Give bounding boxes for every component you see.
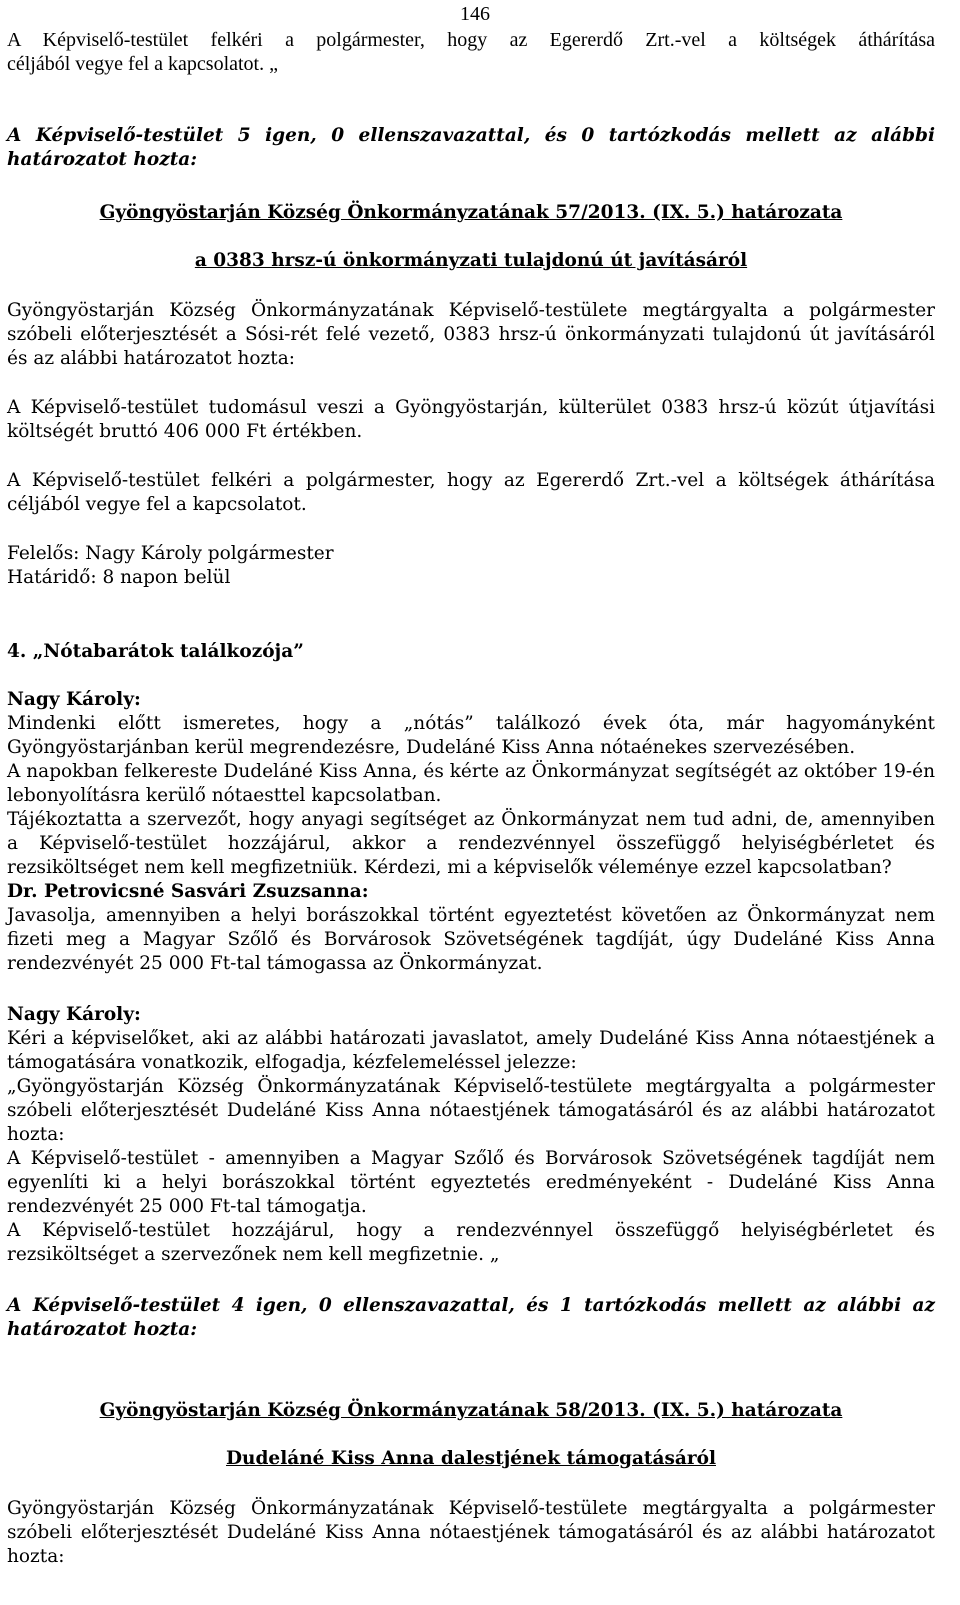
text-line: „Gyöngyöstarján Község Önkormányzatának Képviselő-testülete megtárgyalta a polgármester (7, 1076, 935, 1097)
resolution-58-subject: Dudeláné Kiss Anna dalestjének támogatásáról (226, 1448, 716, 1469)
speaker-3-statement (7, 1027, 935, 1075)
text-line: és az alábbi határozatot hozta: (7, 348, 295, 369)
text-line: A Képviselő-testület felkéri a polgármester, hogy az Egererdő Zrt.-vel a költségek áthárítása (7, 29, 935, 51)
text-line: Tájékoztatta a szervezőt, hogy anyagi segítséget az Önkormányzat nem tud adni, de, amennyiben (7, 809, 935, 830)
text-line: A Képviselő-testület hozzájárul, hogy a rendezvénnyel összefüggő helyiségbérletet és (7, 1220, 935, 1241)
speaker-name: Nagy Károly: (7, 1004, 141, 1025)
resolution-57-point-2 (7, 469, 935, 517)
proposed-resolution-body-2 (7, 1219, 935, 1267)
text-line: Gyöngyöstarján Község Önkormányzatának Képviselő-testülete megtárgyalta a polgármester (7, 300, 935, 321)
text-line: hozta: (7, 1124, 65, 1145)
intro-paragraph (7, 28, 935, 76)
text-line: fizeti meg a Magyar Szőlő és Borvárosok Szövetségének tagdíját, úgy Dudeláné Kiss Anna (7, 929, 935, 950)
resolution-57-point-1 (7, 396, 935, 444)
resolution-57-title: Gyöngyöstarján Község Önkormányzatának 57/2013. (IX. 5.) határozata (99, 202, 843, 223)
text-line: határozatot hozta: (7, 149, 198, 170)
text-line: szóbeli előterjesztését Dudeláné Kiss Anna nótaestjének támogatásáról és az alábbi határozatot (7, 1100, 935, 1121)
text-line: A Képviselő-testület felkéri a polgármester, hogy az Egererdő Zrt.-vel a költségek áthárítása (7, 470, 935, 491)
text-line: Gyöngyöstarjánban kerül megrendezésre, Dudeláné Kiss Anna nótaénekes szervezésében. (7, 737, 856, 758)
proposed-resolution-body (7, 1147, 935, 1219)
text-line: Mindenki előtt ismeretes, hogy a „nótás” találkozó évek óta, már hagyományként (7, 713, 935, 734)
text-line: szóbeli előterjesztését a Sósi-rét felé vezető, 0383 hrsz-ú önkormányzati tulajdonú út javításáról (7, 324, 935, 345)
text-line: lebonyolításra kerülő nótaesttel kapcsolatban. (7, 785, 442, 806)
text-line: A Képviselő-testület 5 igen, 0 ellenszavazattal, és 0 tartózkodás mellett az alábbi (7, 125, 935, 146)
resolution-58-intro (7, 1497, 935, 1569)
text-line: A napokban felkereste Dudeláné Kiss Anna, és kérte az Önkormányzat segítségét az október 19-én (7, 761, 935, 782)
vote-statement-2 (7, 1294, 935, 1342)
text-line: hozta: (7, 1546, 65, 1567)
speaker-1-statement (7, 712, 935, 760)
text-line: A Képviselő-testület 4 igen, 0 ellenszavazattal, és 1 tartózkodás mellett az alábbi az (7, 1295, 935, 1316)
text-line: rendezvényét 25 000 Ft-tal támogassa az Önkormányzat. (7, 953, 543, 974)
text-line: céljából vegye fel a kapcsolatot. „ (7, 53, 278, 75)
speaker-1-statement-2 (7, 760, 935, 808)
text-line: határozatot hozta: (7, 1319, 198, 1340)
resolution-57-intro (7, 299, 935, 371)
text-line: rezsiköltséget a szervezőnek nem kell megfizetnie. „ (7, 1244, 500, 1265)
text-line: Gyöngyöstarján Község Önkormányzatának Képviselő-testülete megtárgyalta a polgármester (7, 1498, 935, 1519)
speaker-name: Nagy Károly: (7, 689, 141, 710)
text-line: A Képviselő-testület - amennyiben a Magyar Szőlő és Borvárosok Szövetségének tagdíját nem (7, 1148, 935, 1169)
text-line: rezsiköltséget nem kell megfizetniük. Kérdezi, mi a képviselők véleménye ezzel kapcsolatban? (7, 857, 892, 878)
speaker-1-statement-3 (7, 808, 935, 880)
page-number: 146 (460, 3, 490, 25)
speaker-name: Dr. Petrovicsné Sasvári Zsuzsanna: (7, 881, 369, 902)
text-line: szóbeli előterjesztését Dudeláné Kiss Anna nótaestjének támogatásáról és az alábbi határozatot (7, 1522, 935, 1543)
resolution-57-subject: a 0383 hrsz-ú önkormányzati tulajdonú út javításáról (194, 250, 748, 271)
text-line: rendezvényét 25 000 Ft-tal támogatja. (7, 1196, 367, 1217)
text-line: Javasolja, amennyiben a helyi borászokkal történt egyeztetést követően az Önkormányzat nem (7, 905, 935, 926)
deadline-line: Határidő: 8 napon belül (7, 567, 231, 588)
text-line: támogatására vonatkozik, elfogadja, kézfelemeléssel jelezze: (7, 1052, 577, 1073)
section-4-heading: 4. „Nótabarátok találkozója” (7, 641, 304, 662)
resolution-58-title: Gyöngyöstarján Község Önkormányzatának 58/2013. (IX. 5.) határozata (99, 1400, 843, 1421)
text-line: céljából vegye fel a kapcsolatot. (7, 494, 307, 515)
text-line: egyenlíti ki a helyi borászokkal történt egyeztetés eredményeként - Dudeláné Kiss Anna (7, 1172, 935, 1193)
text-line: költségét bruttó 406 000 Ft értékben. (7, 421, 363, 442)
responsible-line: Felelős: Nagy Károly polgármester (7, 543, 334, 564)
resolution-57-responsible (7, 542, 935, 590)
proposed-resolution-intro (7, 1075, 935, 1147)
text-line: Kéri a képviselőket, aki az alábbi határozati javaslatot, amely Dudeláné Kiss Anna nótaestjének a (7, 1028, 935, 1049)
vote-statement-1 (7, 124, 935, 172)
text-line: a Képviselő-testület hozzájárul, akkor a rendezvénnyel összefüggő helyiségbérletet és (7, 833, 935, 854)
text-line: A Képviselő-testület tudomásul veszi a Gyöngyöstarján, külterület 0383 hrsz-ú közút útjavítási (7, 397, 935, 418)
speaker-2-statement (7, 904, 935, 976)
